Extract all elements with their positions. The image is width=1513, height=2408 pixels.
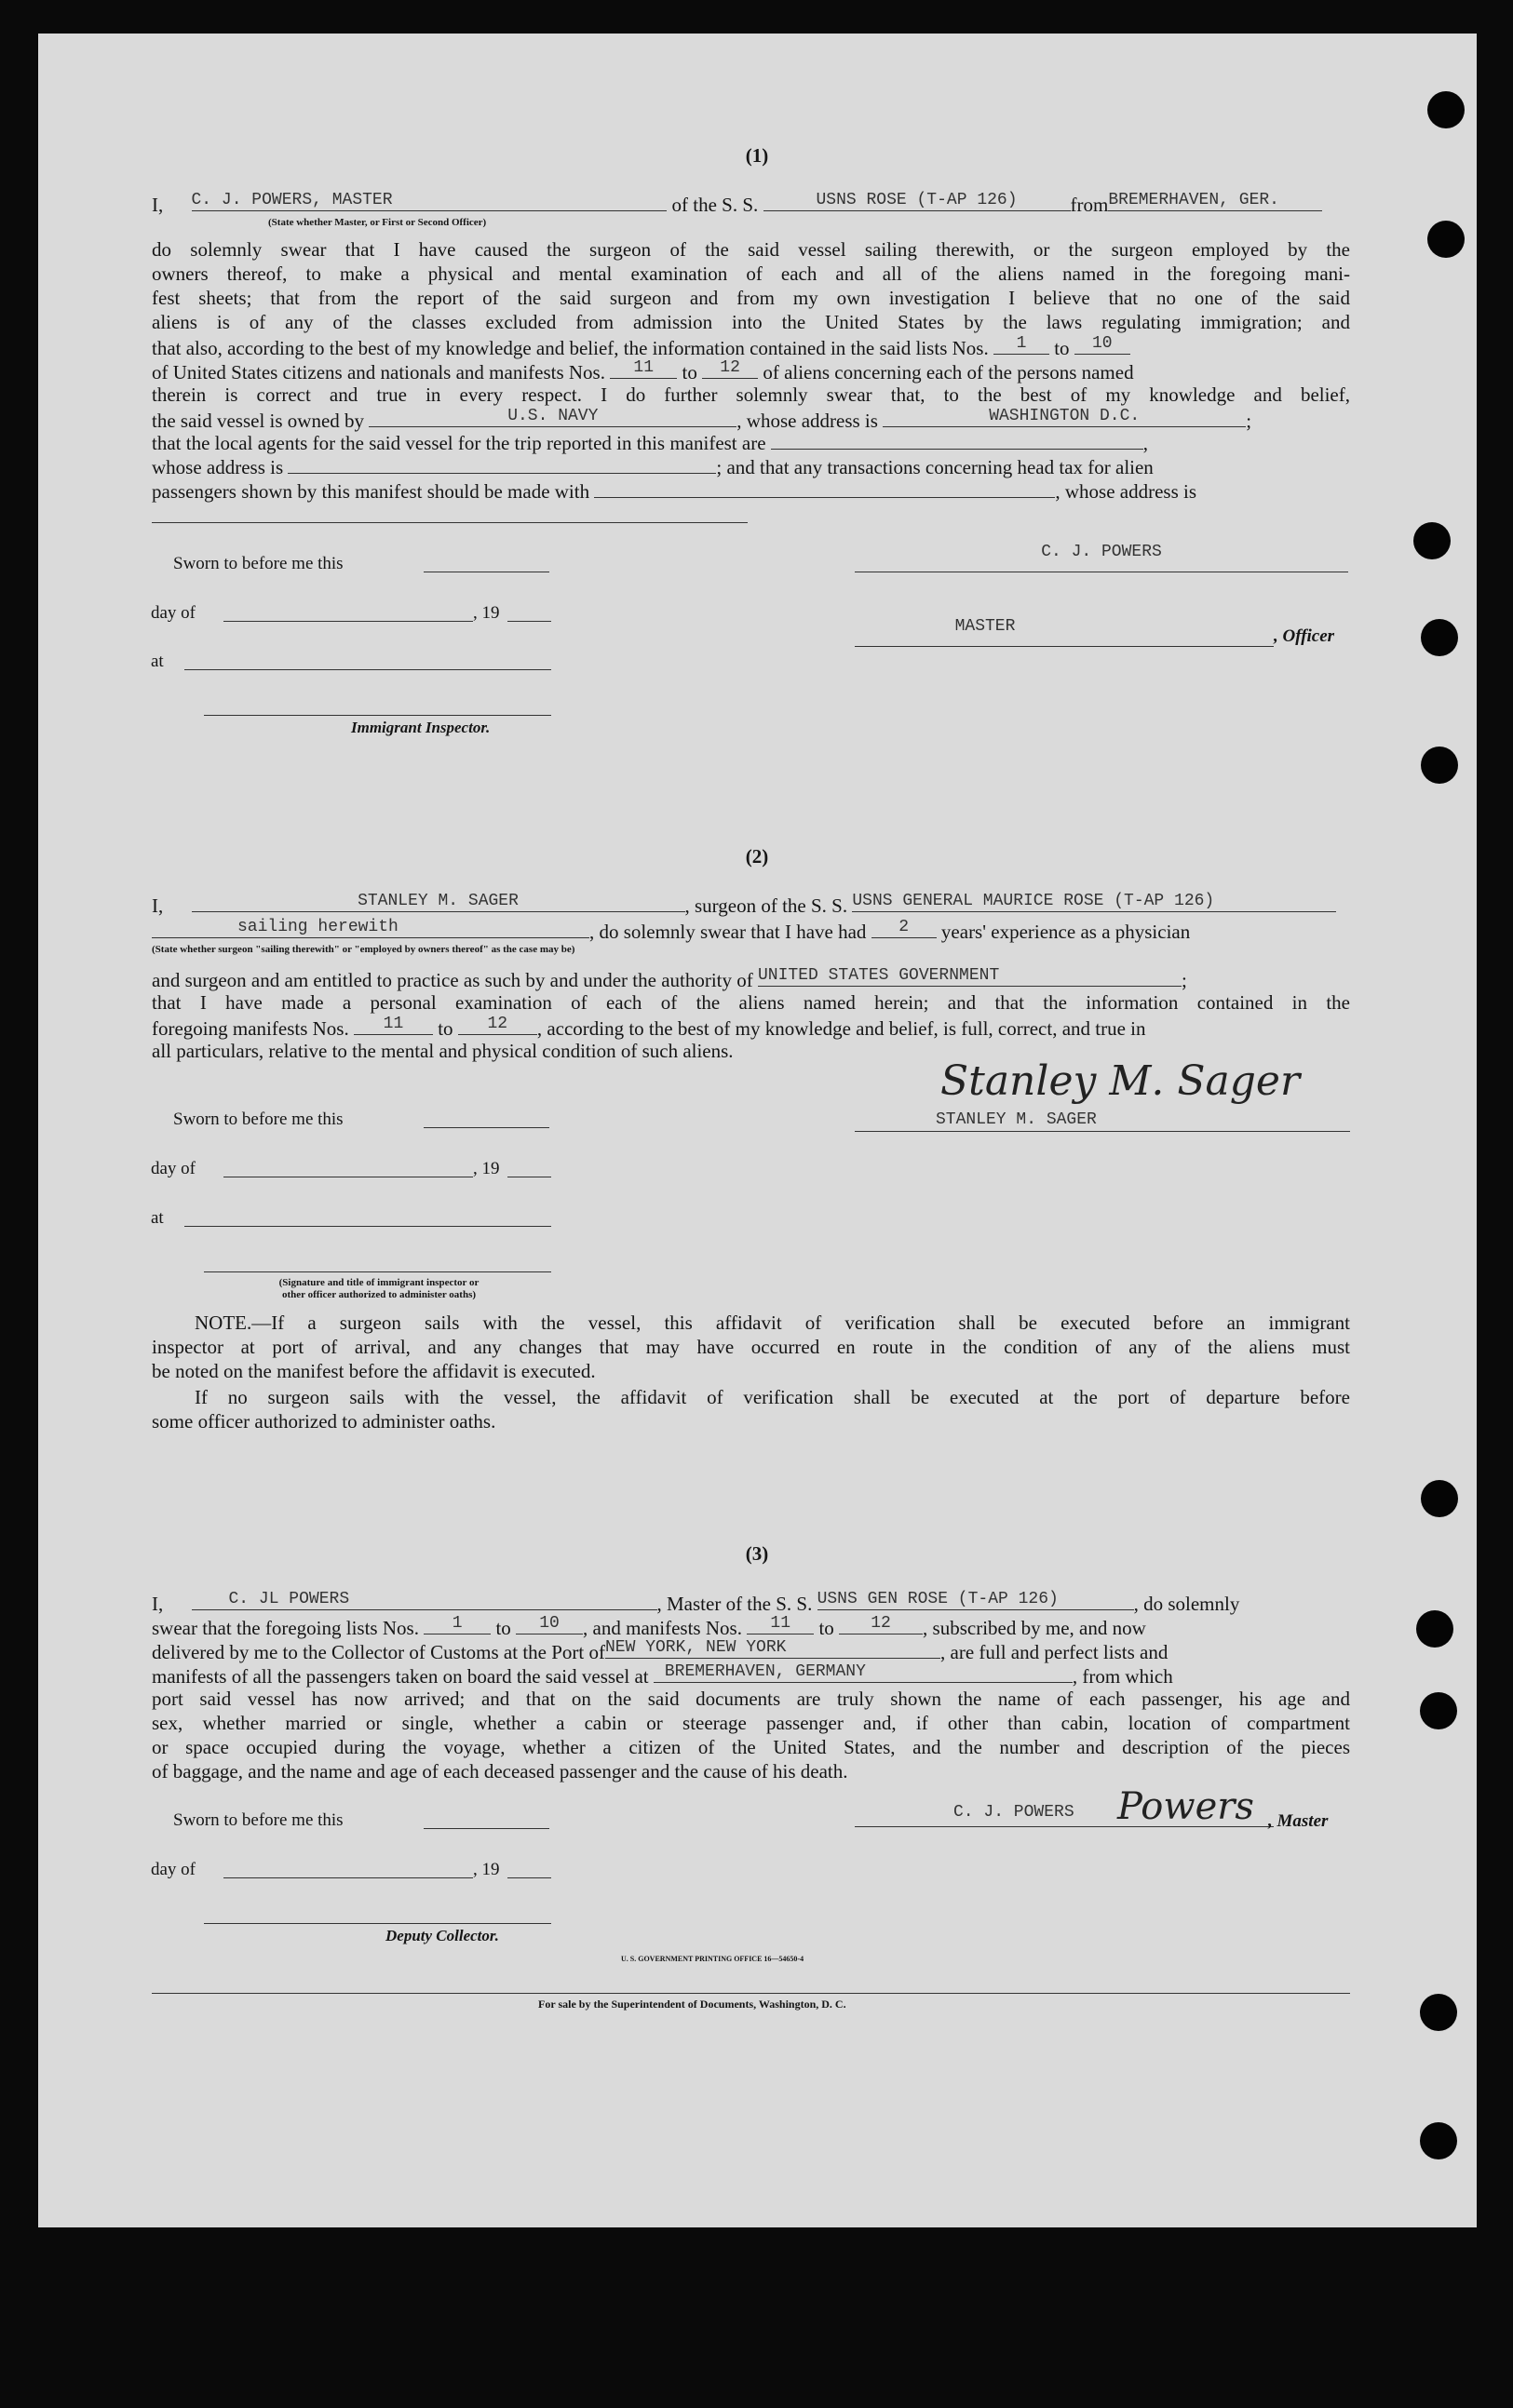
surgeon-signer: STANLEY M. SAGER (936, 1110, 1097, 1129)
vessel-field[interactable]: USNS GEN ROSE (T-AP 126) (817, 1590, 1134, 1610)
at-field[interactable] (184, 669, 551, 670)
owner-field[interactable]: U.S. NAVY (369, 407, 736, 427)
surgeon-manifests-line: foregoing manifests Nos. 11 to 12 , according to the best of my knowledge and belief, is full, correct, and true in (152, 1015, 1146, 1040)
day-of-field[interactable] (223, 621, 473, 622)
paragraph-line: aliens is of any of the classes excluded from admission into the United States by the laws regulating immigration; and (152, 311, 1350, 333)
paragraph-line: owners thereof, to make a physical and mental examination of each and all of the aliens named in the foregoing mani- (152, 262, 1350, 285)
footer-text: For sale by the Superintendent of Documents, Washington, D. C. (538, 1998, 846, 2011)
officer-signature-line[interactable] (204, 1271, 551, 1272)
sworn-date-field[interactable] (424, 1127, 549, 1128)
years-field[interactable]: 2 (871, 918, 937, 938)
collector-signature-line[interactable] (204, 1923, 551, 1924)
surgeon-name-field[interactable]: STANLEY M. SAGER (192, 892, 685, 912)
lists-from-field[interactable]: 1 (993, 334, 1049, 355)
master-line: I, C. J. POWERS, MASTER of the S. S. USNS ROSE (T-AP 126) fromBREMERHAVEN, GER. (152, 191, 1350, 217)
paragraph-line: do solemnly swear that I have caused the surgeon of the said vessel sailing therewith, or the surgeon employed by the (152, 238, 1350, 261)
authority-field[interactable]: UNITED STATES GOVERNMENT (758, 966, 1182, 987)
master-line: I, C. JL POWERS , Master of the S. S. USNS GEN ROSE (T-AP 126) , do solemnly (152, 1590, 1240, 1615)
experience-line: sailing herewith , do solemnly swear that I have had 2 years' experience as a physician (152, 918, 1350, 944)
master-signature: Powers (1117, 1785, 1254, 1828)
paragraph-line: fest sheets; that from the report of the said surgeon and from my own investigation I believe that no one of the said (152, 287, 1350, 309)
manifests-to-field[interactable]: 12 (702, 358, 758, 379)
authority-line: and surgeon and am entitled to practice as such by and under the authority of UNITED STATES GOVERNMENT ; (152, 966, 1187, 991)
owner-address-field[interactable]: WASHINGTON D.C. (883, 407, 1246, 427)
section-1-number: (1) (745, 144, 769, 167)
paragraph-line: port said vessel has now arrived; and that on the said documents are truly shown the name of each passenger, his age and (152, 1688, 1350, 1710)
paragraph-line: or space occupied during the voyage, whether a citizen of the United States, and the number and description of the pieces (152, 1736, 1350, 1758)
day-of-label: day of (151, 1860, 196, 1879)
lists-to-field[interactable]: 10 (516, 1614, 583, 1634)
vessel-field[interactable]: USNS ROSE (T-AP 126) (763, 191, 1071, 211)
surgeon-signature-line[interactable] (855, 1131, 1350, 1132)
agents-address-line: whose address is ; and that any transactions concerning head tax for alien (152, 456, 1154, 478)
year-field[interactable] (507, 621, 551, 622)
inspector-label: Immigrant Inspector. (351, 719, 491, 736)
lists-from-field[interactable]: 1 (424, 1614, 491, 1634)
note-line: NOTE.—If a surgeon sails with the vessel, this affidavit of verification shall be executed before an immigrant (195, 1312, 1350, 1334)
inspector-signature-line[interactable] (204, 715, 551, 716)
master-signature-line[interactable] (855, 1826, 1274, 1827)
surgeon-state-note: (State whether surgeon "sailing therewith" or "employed by owners thereof" as the case may be) (152, 944, 575, 955)
sworn-label: Sworn to before me this (173, 1810, 344, 1830)
head-tax-line: passengers shown by this manifest should be made with , whose address is (152, 480, 1197, 503)
note-line: If no surgeon sails with the vessel, the affidavit of verification shall be executed at the port of departure before (195, 1386, 1350, 1408)
master-name-field[interactable]: C. J. POWERS, MASTER (192, 191, 667, 211)
manifests-from-field[interactable]: 11 (610, 358, 677, 379)
paragraph-line: that I have made a personal examination of each of the aliens named herein; and that the information contained in the (152, 991, 1350, 1014)
lists-to-field[interactable]: 10 (1074, 334, 1130, 355)
collector-label: Deputy Collector. (385, 1927, 499, 1944)
agents-address-field[interactable] (288, 472, 716, 474)
sworn-date-field[interactable] (424, 1828, 549, 1829)
master-label: , Master (1268, 1811, 1329, 1831)
day-of-field[interactable] (223, 1877, 473, 1878)
manifests-from-field[interactable]: 11 (747, 1614, 814, 1634)
sworn-label: Sworn to before me this (173, 554, 344, 573)
agents-line: that the local agents for the said vessel for the trip reported in this manifest are , (152, 432, 1149, 454)
year-label: , 19 (473, 603, 500, 623)
footer-rule (152, 1993, 1350, 1994)
master-signer: C. J. POWERS (953, 1803, 1074, 1822)
day-of-label: day of (151, 603, 196, 623)
lists-line: that also, according to the best of my knowledge and belief, the information contained in the said lists Nos. 1 to 10 (152, 334, 1350, 360)
manifests-to-field[interactable]: 12 (839, 1614, 923, 1634)
note-line: be noted on the manifest before the affidavit is executed. (152, 1360, 596, 1382)
lists-line: swear that the foregoing lists Nos. 1 to 10 , and manifests Nos. 11 to 12 , subscribed by me, and now (152, 1614, 1146, 1639)
port-from-field[interactable]: BREMERHAVEN, GERMANY (654, 1662, 1073, 1683)
agents-field[interactable] (771, 448, 1143, 450)
port-field[interactable]: NEW YORK, NEW YORK (605, 1638, 940, 1659)
address-continuation-line[interactable] (152, 522, 748, 523)
head-tax-field[interactable] (594, 496, 1055, 498)
officer-label: , Officer (1274, 626, 1335, 646)
section-3-number: (3) (745, 1542, 769, 1565)
note-line: some officer authorized to administer oaths. (152, 1410, 496, 1433)
paragraph-line: sex, whether married or single, whether a cabin or steerage passenger and, if other than cabin, location of compartment (152, 1712, 1350, 1734)
signature-note-1: (Signature and title of immigrant inspector or (278, 1277, 480, 1288)
surgeon-vessel-field[interactable]: USNS GENERAL MAURICE ROSE (T-AP 126) (852, 892, 1336, 912)
master-state-note: (State whether Master, or First or Second Officer) (268, 217, 487, 228)
signature-note-2: other officer authorized to administer oaths) (281, 1289, 477, 1300)
surgeon-line: I, STANLEY M. SAGER , surgeon of the S. S. USNS GENERAL MAURICE ROSE (T-AP 126) (152, 892, 1350, 918)
surgeon-manifests-to-field[interactable]: 12 (458, 1015, 537, 1035)
note-line: inspector at port of arrival, and any changes that may have occurred en route in the condition of any of the aliens must (152, 1336, 1350, 1358)
year-label: , 19 (473, 1860, 500, 1879)
port-from-field[interactable]: BREMERHAVEN, GER. (1108, 191, 1322, 211)
gpo-imprint: U. S. GOVERNMENT PRINTING OFFICE 16—54650-4 (621, 1955, 804, 1963)
at-label: at (151, 1208, 164, 1228)
master-name-field[interactable]: C. JL POWERS (192, 1590, 657, 1610)
at-field[interactable] (184, 1226, 551, 1227)
officer-title-line[interactable] (855, 646, 1274, 647)
manifests-line: of United States citizens and nationals and manifests Nos. 11 to 12 of aliens concerning each of the persons named (152, 358, 1134, 383)
section-2-number: (2) (745, 845, 769, 868)
year-label: , 19 (473, 1159, 500, 1178)
sailing-field[interactable]: sailing herewith (152, 918, 589, 938)
paragraph-line: all particulars, relative to the mental and physical condition of such aliens. (152, 1040, 734, 1062)
master-signer: C. J. POWERS (1041, 543, 1162, 561)
at-label: at (151, 652, 164, 671)
surgeon-manifests-from-field[interactable]: 11 (354, 1015, 433, 1035)
surgeon-signature: Stanley M. Sager (940, 1057, 1300, 1105)
master-title: MASTER (954, 617, 1016, 636)
year-field[interactable] (507, 1877, 551, 1878)
sworn-label: Sworn to before me this (173, 1110, 344, 1129)
paragraph-line: therein is correct and true in every respect. I do further solemnly swear that, to the best of my knowledge and belief, (152, 383, 1350, 406)
port-from-line: manifests of all the passengers taken on board the said vessel at BREMERHAVEN, GERMANY , from which (152, 1662, 1173, 1688)
day-of-label: day of (151, 1159, 196, 1178)
port-line: delivered by me to the Collector of Customs at the Port ofNEW YORK, NEW YORK , are full and perfect lists and (152, 1638, 1169, 1663)
paragraph-line: of baggage, and the name and age of each deceased passenger and the cause of his death. (152, 1760, 848, 1782)
owner-line: the said vessel is owned by U.S. NAVY , whose address is WASHINGTON D.C. ; (152, 407, 1252, 432)
